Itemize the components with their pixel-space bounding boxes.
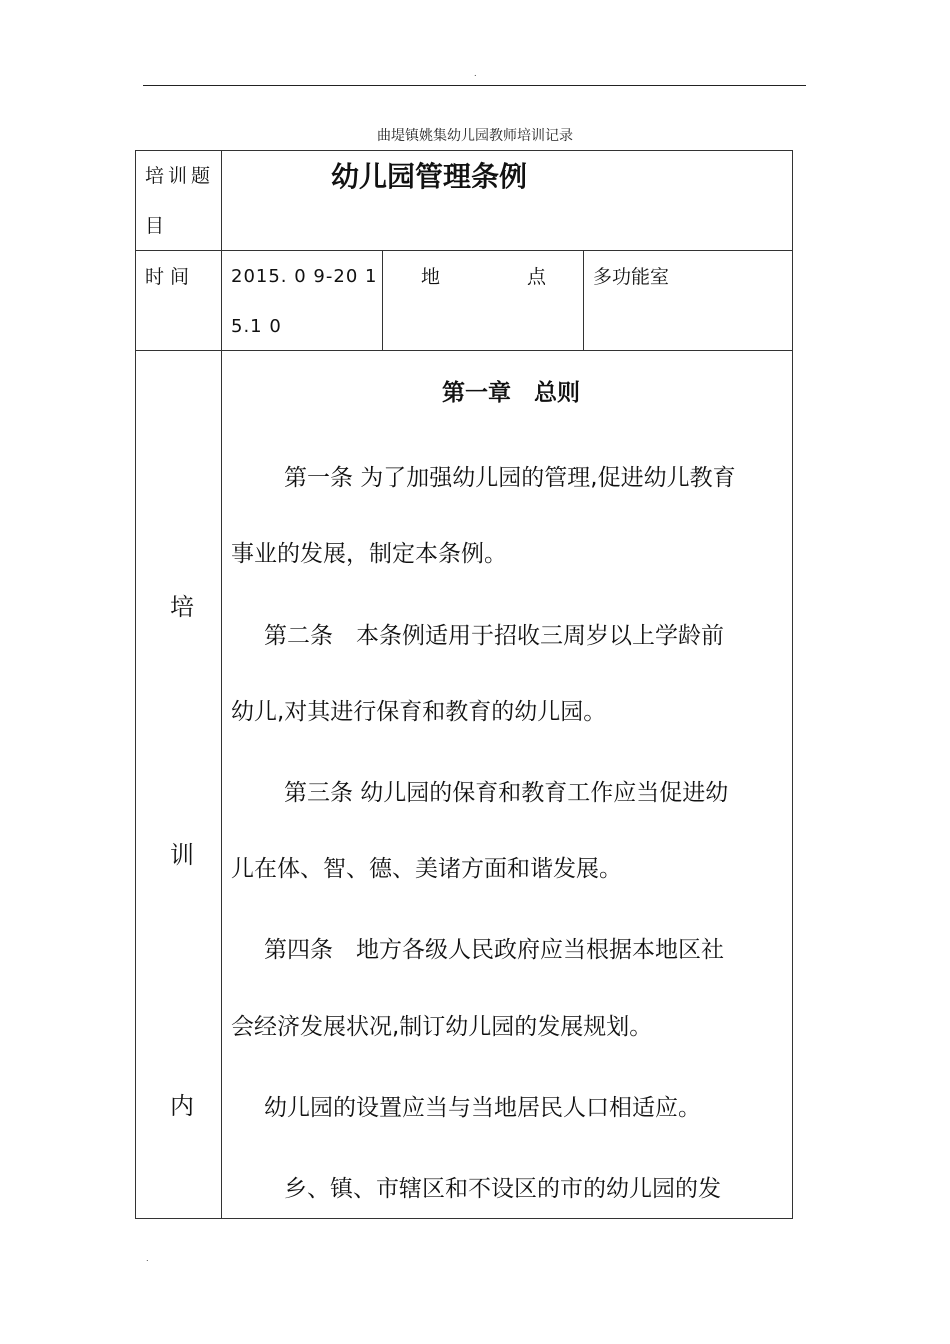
content-line-2: 事业的发展，制定本条例。 (231, 541, 507, 567)
content-line-3: 第二条 本条例适用于招收三周岁以上学龄前 (264, 623, 724, 649)
place-value: 多功能室 (593, 266, 670, 288)
row-divider-1 (136, 250, 792, 251)
header-dot: . (474, 69, 477, 78)
content-line-9: 幼儿园的设置应当与当地居民人口相适应。 (264, 1095, 701, 1121)
content-label-char-2: 训 (170, 841, 194, 869)
chapter-title: 第一章 总则 (442, 380, 580, 406)
content-line-8: 会经济发展状况,制订幼儿园的发展规划。 (231, 1014, 653, 1040)
time-label: 时间 (145, 266, 196, 288)
header-rule (143, 85, 806, 86)
content-line-6: 儿在体、智、德、美诸方面和谐发展。 (231, 856, 622, 882)
place-label (421, 252, 546, 302)
footer-dot: . (146, 1254, 149, 1263)
document-header: 曲堤镇姚集幼儿园教师培训记录 (377, 128, 573, 144)
label-column-divider (221, 151, 222, 1218)
content-label-char-1: 培 (170, 593, 194, 621)
place-column-divider (583, 250, 584, 350)
topic-value: 幼儿园管理条例 (331, 160, 528, 193)
topic-label: 培训题目 (145, 165, 215, 237)
content-line-7: 第四条 地方各级人民政府应当根据本地区社 (264, 937, 724, 963)
content-line-4: 幼儿,对其进行保育和教育的幼儿园。 (231, 699, 607, 725)
content-line-5: 第三条 幼儿园的保育和教育工作应当促进幼 (261, 780, 729, 806)
content-line-1: 第一条 为了加强幼儿园的管理,促进幼儿教育 (261, 465, 736, 491)
time-value: 2015. 0 9-20 1 5.1 0 (231, 266, 378, 337)
place-label-char-1: 地 (421, 266, 441, 288)
place-label-char-2: 点 (526, 266, 546, 288)
training-record-table (135, 150, 793, 1219)
content-line-10: 乡、镇、市辖区和不设区的市的幼儿园的发 (261, 1176, 721, 1202)
content-label-char-3: 内 (170, 1092, 194, 1120)
time-column-divider (382, 250, 383, 350)
